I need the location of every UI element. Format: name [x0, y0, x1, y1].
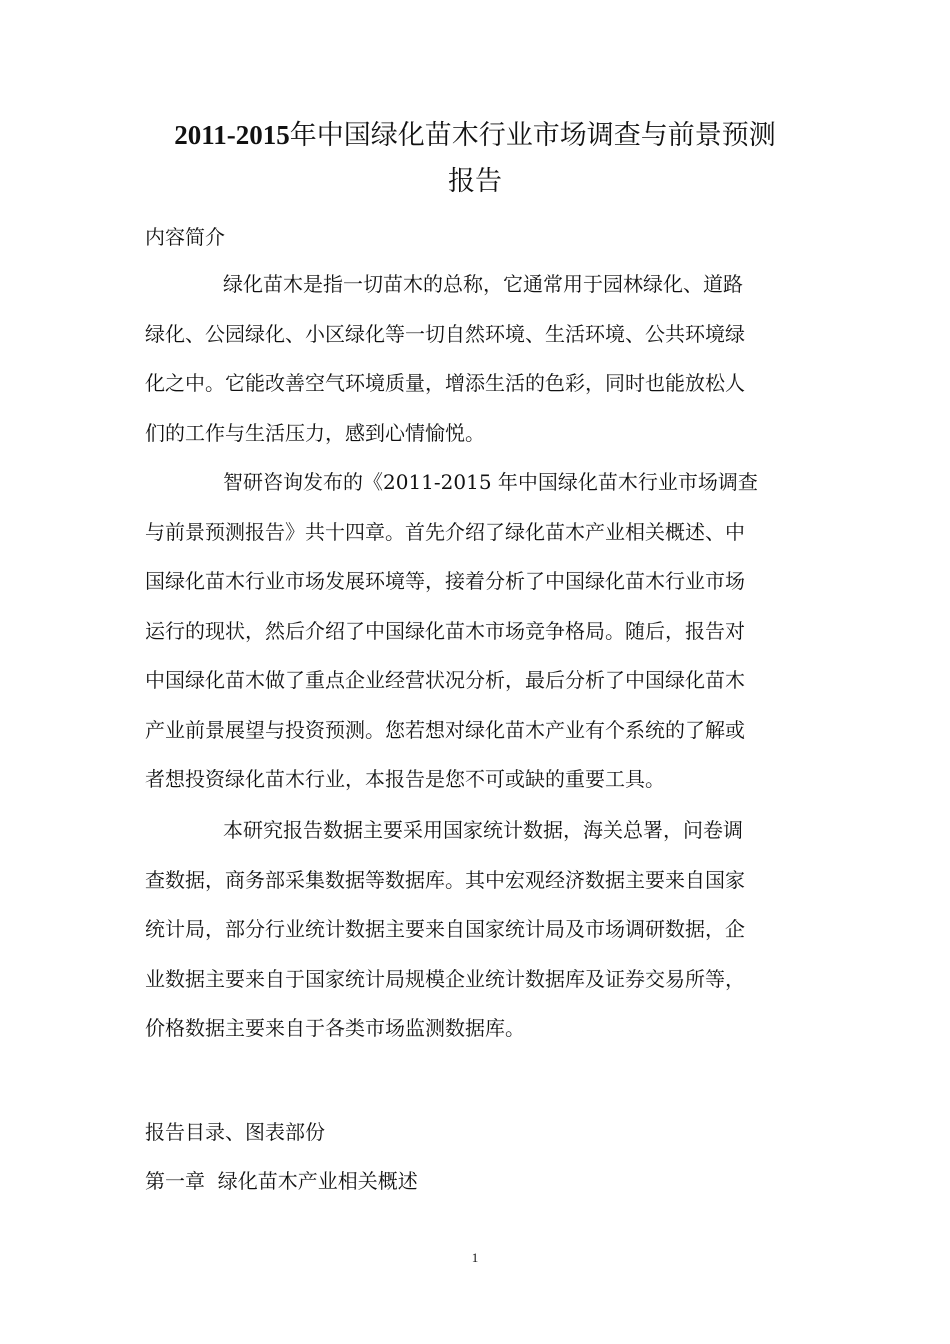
paragraph-line: 价格数据主要来自于各类市场监测数据库。 — [145, 1016, 525, 1040]
paragraph-line: 查数据，商务部采集数据等数据库。其中宏观经济数据主要来自国家 — [145, 867, 745, 892]
paragraph-line: 智研咨询发布的《2011-2015 年中国绿化苗木行业市场调查 — [223, 470, 758, 494]
intro-paragraph-3 — [145, 806, 807, 1054]
chapter-1-heading: 第一章 绿化苗木产业相关概述 — [145, 1169, 418, 1193]
paragraph-line: 国绿化苗木行业市场发展环境等，接着分析了中国绿化苗木行业市场 — [145, 569, 745, 593]
paragraph-line: 业数据主要来自于国家统计局规模企业统计数据库及证券交易所等， — [145, 966, 745, 991]
report-title-line-2: 报告 — [448, 166, 502, 197]
report-title-text: 年中国绿化苗木行业市场调查与前景预测 — [289, 120, 776, 151]
paragraph-line: 化之中。它能改善空气环境质量，增添生活的色彩，同时也能放松人 — [145, 371, 745, 395]
intro-paragraph-2 — [145, 458, 807, 805]
intro-paragraph-1 — [145, 260, 807, 458]
paragraph-line: 绿化、公园绿化、小区绿化等一切自然环境、生活环境、公共环境绿 — [145, 321, 745, 346]
paragraph-line: 本研究报告数据主要采用国家统计数据，海关总署，问卷调 — [223, 818, 743, 842]
toc-heading: 报告目录、图表部份 — [145, 1120, 325, 1144]
paragraph-line: 产业前景展望与投资预测。您若想对绿化苗木产业有个系统的了解或 — [145, 717, 745, 742]
paragraph-line: 与前景预测报告》共十四章。首先介绍了绿化苗木产业相关概述、中 — [145, 519, 745, 544]
paragraph-line: 们的工作与生活压力，感到心情愉悦。 — [145, 420, 485, 445]
paragraph-line: 中国绿化苗木做了重点企业经营状况分析，最后分析了中国绿化苗木 — [145, 668, 745, 692]
report-title-line-1 — [140, 112, 810, 159]
paragraph-line: 运行的现状，然后介绍了中国绿化苗木市场竞争格局。随后，报告对 — [145, 618, 745, 643]
page-number: 1 — [471, 1250, 479, 1265]
report-title-years: 2011-2015 — [174, 120, 290, 150]
paragraph-line: 统计局，部分行业统计数据主要来自国家统计局及市场调研数据，企 — [145, 917, 745, 941]
paragraph-line: 绿化苗木是指一切苗木的总称，它通常用于园林绿化、道路 — [223, 272, 743, 296]
paragraph-line: 者想投资绿化苗木行业，本报告是您不可或缺的重要工具。 — [145, 767, 665, 791]
intro-heading: 内容简介 — [145, 225, 225, 249]
